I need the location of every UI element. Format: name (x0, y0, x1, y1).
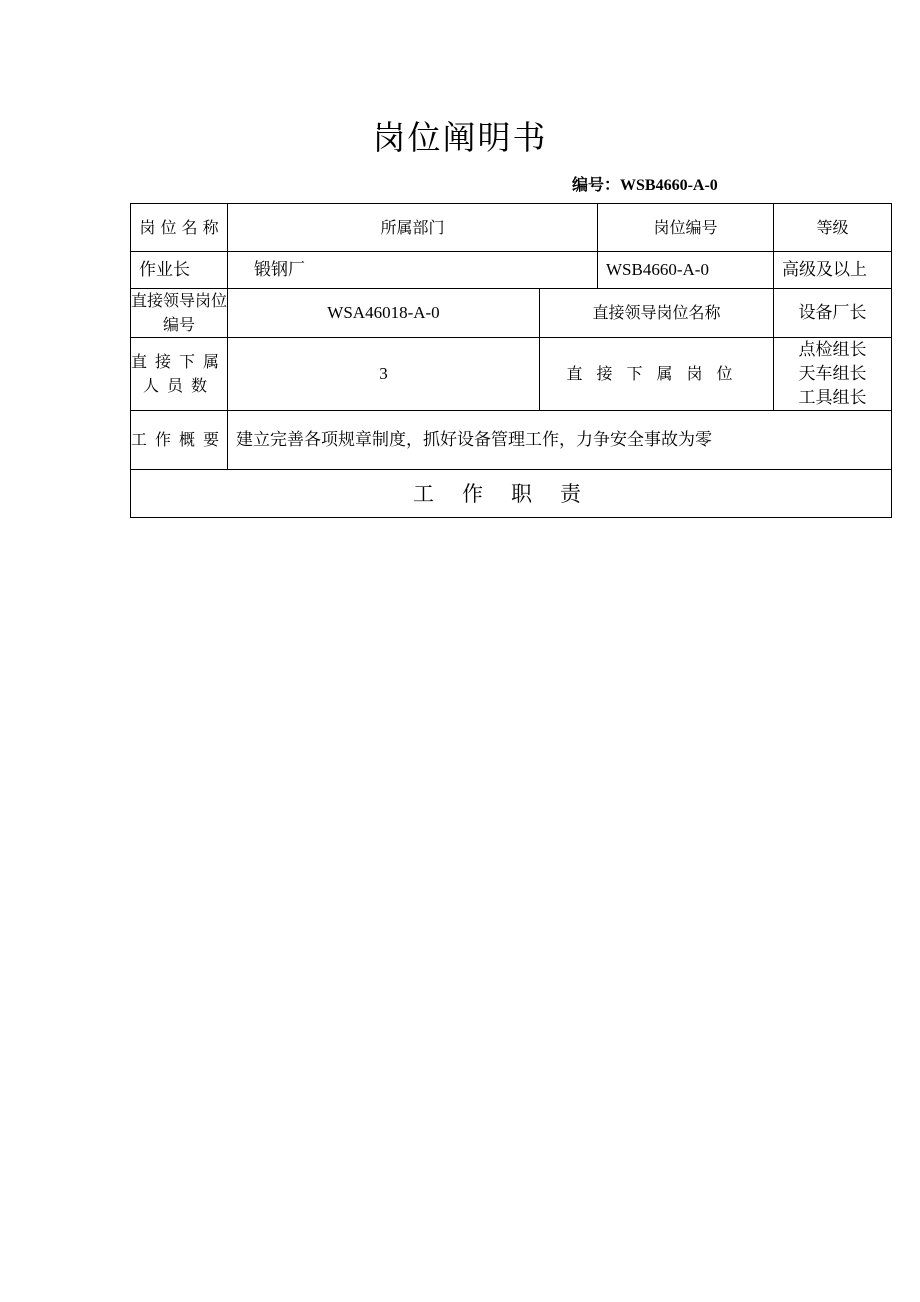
table-row (131, 411, 892, 470)
grade-value: 高级及以上 (774, 252, 892, 289)
position-name-value: 作业长 (131, 252, 228, 289)
table-row (131, 289, 892, 338)
page-title: 岗位阐明书 (372, 118, 548, 157)
table-row (131, 252, 892, 289)
supervisor-name-value: 设备厂长 (774, 289, 892, 338)
subordinate-count-value: 3 (228, 338, 540, 411)
table-row (131, 470, 892, 518)
list-item: 工具组长 (798, 388, 867, 407)
list-item: 点检组长 (798, 340, 867, 359)
header-position-name: 岗 位 名 称 (131, 204, 228, 252)
header-grade: 等级 (774, 204, 892, 252)
work-summary-label: 工作概要 (131, 411, 228, 470)
work-summary-value: 建立完善各项规章制度，抓好设备管理工作，力争安全事故为零 (228, 411, 892, 470)
supervisor-code-value: WSA46018-A-0 (228, 289, 540, 338)
table-row (131, 338, 892, 411)
subordinate-positions-list (774, 338, 892, 411)
supervisor-code-label: 直接领导岗位编号 (131, 289, 228, 338)
table-row (131, 204, 892, 252)
subordinate-count-label: 直接下属人员数 (131, 338, 228, 411)
header-position-code: 岗位编号 (598, 204, 774, 252)
job-description-table (130, 203, 892, 518)
subordinate-positions-label: 直接下属岗位 (540, 338, 774, 411)
supervisor-name-label: 直接领导岗位名称 (540, 289, 774, 338)
document-number: 编号：WSB4660-A-0 (572, 177, 718, 194)
list-item: 天车组长 (798, 364, 867, 383)
header-department: 所属部门 (228, 204, 598, 252)
position-code-value: WSB4660-A-0 (598, 252, 774, 289)
work-duties-heading: 工作职责 (131, 470, 892, 518)
department-value: 锻钢厂 (228, 252, 598, 289)
